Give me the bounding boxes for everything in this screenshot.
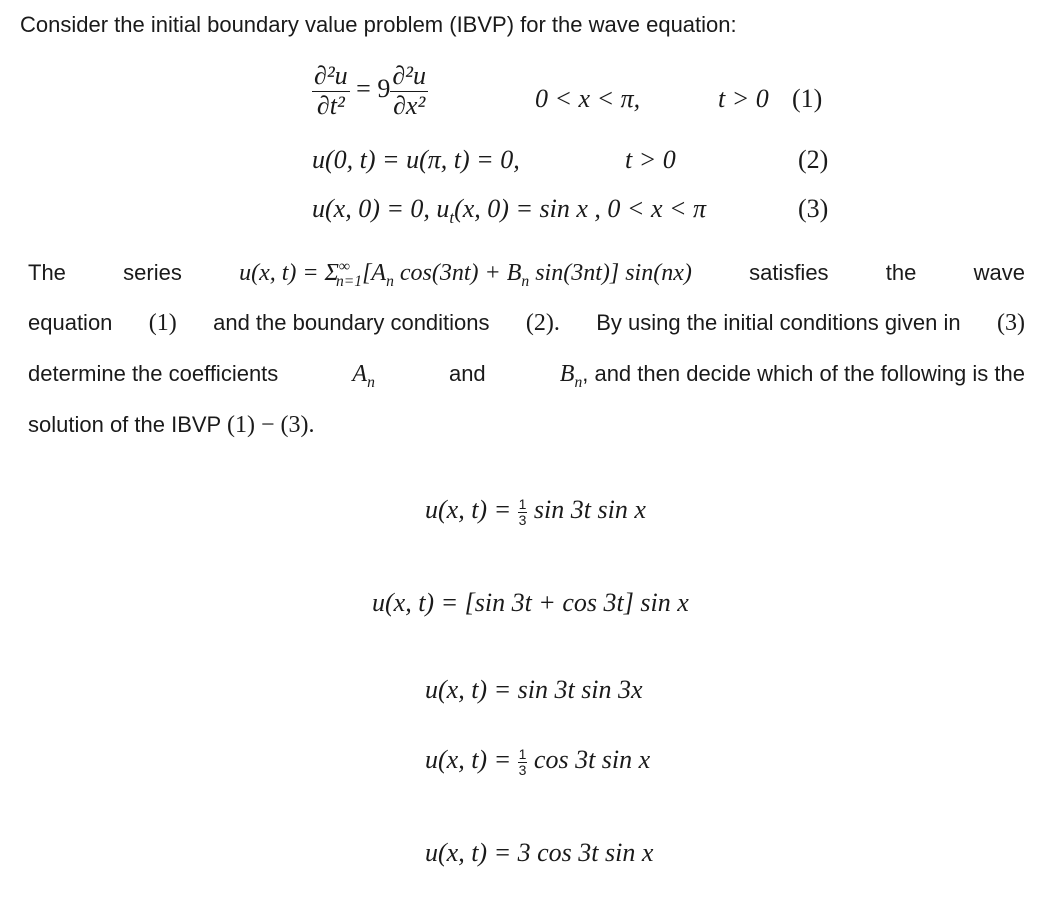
boundary-conditions: u(0, t) = u(π, t) = 0, [312, 145, 520, 174]
boundary-time-cond: t > 0 [625, 145, 676, 174]
initial-conditions: u(x, 0) = 0, $u_t(x$, 0) = sin x , 0 < x < π [312, 194, 707, 228]
paragraph-line-1: The series u(x, $t) = \Sigma^\infty_{n=1}[A_n$ $\cos(3nt) + B_n$ sin(3nt)] sin(nx) satisfies the wave [28, 258, 1025, 290]
answer-option-1[interactable]: u(x, t) = $\frac{1}{3}$ sin 3t sin x [425, 495, 646, 528]
wave-equation: $\frac{\text{∂²u}}{\text{∂t²}}$ = 9 $\frac{\text{∂²u}}{\text{∂x²}}$ [314, 61, 426, 120]
paragraph-line-2: equation (1) and the boundary conditions (2). By using the initial conditions given in (3) [28, 310, 1025, 336]
series-expression: u(x, $t) = \Sigma^\infty_{n=1}[A_n$ $\cos(3nt) + B_n$ sin(3nt)] sin(nx) [239, 258, 692, 290]
wave-equation-domain: 0 < x < π, [535, 84, 641, 113]
equation-tag-2: (2) [798, 145, 829, 174]
equation-tag-1: (1) [792, 84, 823, 113]
wave-equation-time-cond: t > 0 [718, 84, 769, 113]
equation-tag-3: (3) [798, 194, 829, 223]
answer-option-3[interactable]: u(x, t) = sin 3t sin 3x [425, 675, 643, 704]
paragraph-line-3: determine the coefficients $A_n$ and $B_n$, and then decide which of the following is the [28, 361, 1025, 391]
answer-option-2[interactable]: u(x, t) = [sin 3t + cos 3t] sin x [372, 588, 689, 617]
answer-option-4[interactable]: u(x, t) = $\frac{1}{3}$ cos 3t sin x [425, 745, 651, 778]
answer-option-5[interactable]: u(x, t) = 3 cos 3t sin x [425, 838, 654, 867]
paragraph-line-4: solution of the IBVP (1) − (3). [28, 412, 315, 438]
question-intro: Consider the initial boundary value problem (IBVP) for the wave equation: [20, 12, 737, 37]
